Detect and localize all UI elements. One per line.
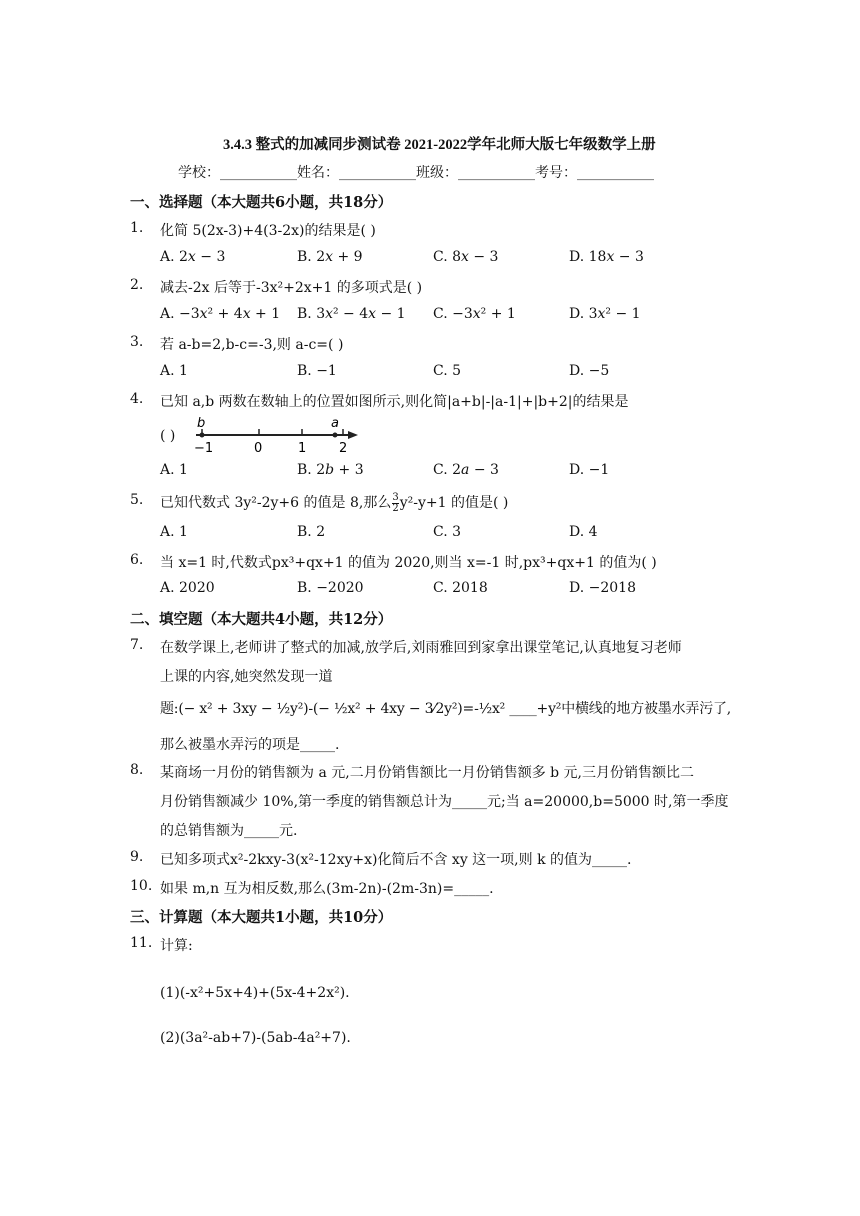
question-text: 化简 5(2x-3)+4(3-2x)的结果是( ) xyxy=(160,223,376,239)
option-a: A. 2𝑥 − 3 xyxy=(160,249,226,265)
question-number: 2. xyxy=(130,277,144,293)
option-c: C. 8𝑥 − 3 xyxy=(433,249,499,265)
option-c: C. 2018 xyxy=(433,580,488,596)
option-a: A. −3𝑥² + 4𝑥 + 1 xyxy=(160,306,281,322)
option-d: D. −1 xyxy=(569,462,610,478)
section-heading-choice: 一、选择题（本大题共6小题，共18分） xyxy=(130,194,393,211)
question-text: 当 x=1 时,代数式px³+qx+1 的值为 2020,则当 x=-1 时,px³+qx+1 的值为( ) xyxy=(160,555,657,571)
page-title: 3.4.3 整式的加减同步测试卷 2021-2022学年北师大版七年级数学上册 xyxy=(223,137,656,153)
question-number: 1. xyxy=(130,220,144,236)
tick-label: 0 xyxy=(254,441,263,456)
student-info-line: 学校：___________姓名：___________班级：___________考号：___________ xyxy=(178,165,654,181)
question-number: 8. xyxy=(130,762,144,778)
question-text: 已知 a,b 两数在数轴上的位置如图所示,则化简|a+b|-|a-1|+|b+2|的结果是 xyxy=(160,394,629,410)
question-text: 题:(− x² + 3xy − ½y²)-(− ½x² + 4xy − 3⁄2y²)=-½x² ____+y²中横线的地方被墨水弄污了, xyxy=(160,701,732,717)
question-text: 如果 m,n 互为相反数,那么(3m-2n)-(2m-3n)=_____. xyxy=(160,881,494,897)
tick-label: 1 xyxy=(298,441,307,456)
question-text: 那么被墨水弄污的项是_____. xyxy=(160,737,340,753)
option-a: A. 1 xyxy=(160,462,188,478)
option-b: B. 2𝑏 + 3 xyxy=(297,462,364,478)
question-number: 5. xyxy=(130,492,144,508)
question-number: 6. xyxy=(130,552,144,568)
question-text: 月份销售额减少 10%,第一季度的销售额总计为_____元;当 a=20000,b=5000 时,第一季度 xyxy=(160,794,729,810)
question-text: 已知代数式 3y²-2y+6 的值是 8,那么 $\frac{3}{2}$ y²-y+1 的值是( ) xyxy=(160,491,509,514)
option-d: D. −5 xyxy=(569,363,610,379)
question-text: 的总销售额为_____元. xyxy=(160,823,298,839)
tick-label: −1 xyxy=(194,441,214,456)
question-number: 11. xyxy=(130,935,153,951)
option-b: B. −1 xyxy=(297,363,337,379)
option-c: C. 3 xyxy=(433,524,462,540)
option-b: B. 3𝑥² − 4𝑥 − 1 xyxy=(297,306,406,322)
option-b: B. −2020 xyxy=(297,580,364,596)
tick-label: 2 xyxy=(339,441,348,456)
option-b: B. 2 xyxy=(297,524,326,540)
point-b xyxy=(200,433,205,438)
option-d: D. 3𝑥² − 1 xyxy=(569,306,641,322)
label-b: b xyxy=(197,416,206,431)
option-a: A. 1 xyxy=(160,363,188,379)
question-text: 在数学课上,老师讲了整式的加减,放学后,刘雨雅回到家拿出课堂笔记,认真地复习老师 xyxy=(160,640,682,656)
question-number: 9. xyxy=(130,849,144,865)
option-c: C. 5 xyxy=(433,363,462,379)
label-a: a xyxy=(331,416,339,431)
question-text: 某商场一月份的销售额为 a 元,二月份销售额比一月份销售额多 b 元,三月份销售额比二 xyxy=(160,765,695,781)
sub-question: (1)(-x²+5x+4)+(5x-4+2x²). xyxy=(160,985,350,1001)
question-number: 4. xyxy=(130,391,144,407)
option-d: D. 18𝑥 − 3 xyxy=(569,249,644,265)
question-number: 3. xyxy=(130,334,144,350)
question-number: 7. xyxy=(130,637,144,653)
question-text: 上课的内容,她突然发现一道 xyxy=(160,669,333,685)
question-text: 已知多项式x²-2kxy-3(x²-12xy+x)化简后不含 xy 这一项,则 k 的值为_____. xyxy=(160,852,632,868)
option-d: D. 4 xyxy=(569,524,598,540)
question-text: 若 a-b=2,b-c=-3,则 a-c=( ) xyxy=(160,337,344,353)
option-b: B. 2𝑥 + 9 xyxy=(297,249,363,265)
option-d: D. −2018 xyxy=(569,580,636,596)
option-c: C. −3𝑥² + 1 xyxy=(433,306,516,322)
answer-paren: ( ) xyxy=(160,428,176,444)
section-heading-fill: 二、填空题（本大题共4小题，共12分） xyxy=(130,611,393,628)
option-a: A. 1 xyxy=(160,524,188,540)
question-number: 10. xyxy=(130,878,153,894)
number-line-figure xyxy=(190,416,362,456)
question-text: 计算: xyxy=(160,938,193,954)
section-heading-calc: 三、计算题（本大题共1小题，共10分） xyxy=(130,909,393,926)
point-a xyxy=(333,433,338,438)
sub-question: (2)(3a²-ab+7)-(5ab-4a²+7). xyxy=(160,1030,351,1046)
arrow-icon xyxy=(348,431,358,439)
option-a: A. 2020 xyxy=(160,580,215,596)
option-c: C. 2𝑎 − 3 xyxy=(433,462,499,478)
question-text: 减去-2x 后等于-3x²+2x+1 的多项式是( ) xyxy=(160,280,423,296)
